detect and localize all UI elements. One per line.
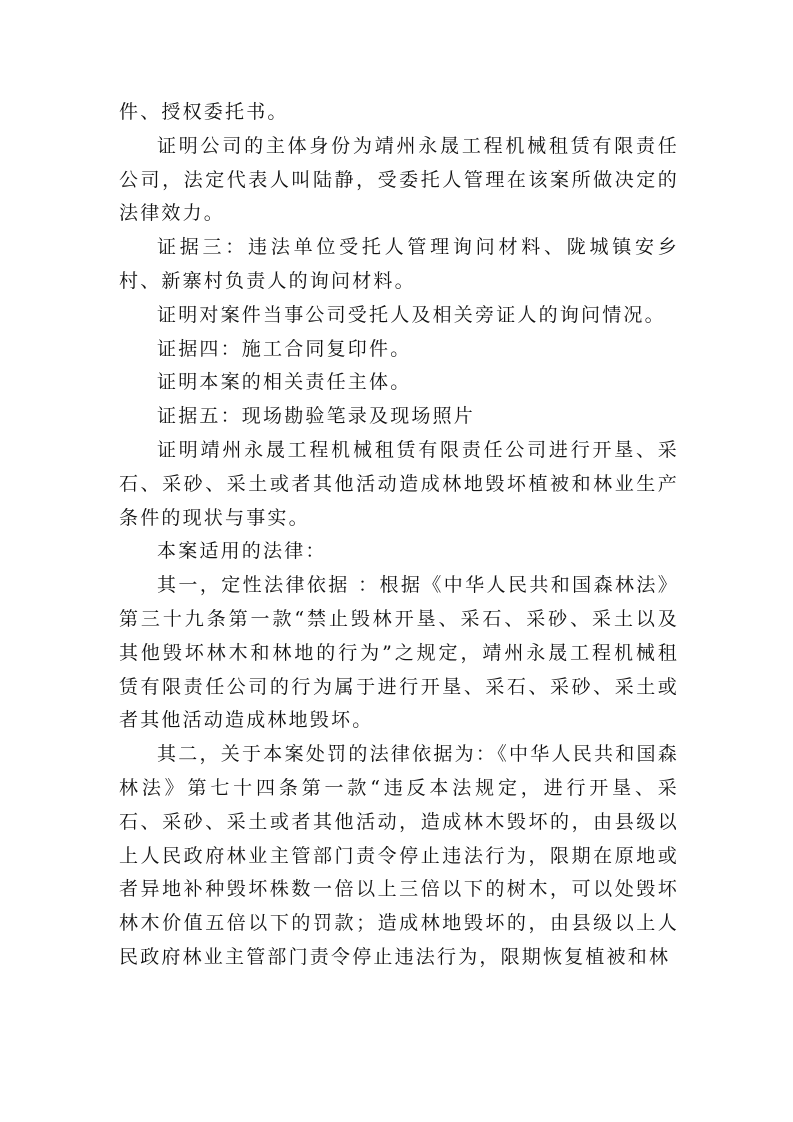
paragraph-9: 本案适用的法律： <box>157 540 327 563</box>
paragraph-8: 证明靖州永晟工程机械租赁有限责任公司进行开垦、采石、采砂、采土或者其他活动造成林地毁坏植被和林业生产条件的现状与事实。 <box>119 438 679 529</box>
paragraph-11: 其二，关于本案处罚的法律依据为：《中华人民共和国森林法》第七十四条第一款“违反本法规定，进行开垦、采石、采砂、采土或者其他活动，造成林木毁坏的，由县级以上人民政府林业主管部门责令停止违法行为，限期在原地或者异地补种毁坏株数一倍以上三倍以下的树木，可以处毁坏林木价值五倍以下的罚款；造成林地毁坏的，由县级以上人民政府林业主管部门责令停止违法行为，限期恢复植被和林 <box>119 743 679 968</box>
paragraph-10: 其一，定性法律依据 ：根据《中华人民共和国森林法》第三十九条第一款“禁止毁林开垦、采石、采砂、采土以及其他毁坏林木和林地的行为”之规定，靖州永晟工程机械租赁有限责任公司的行为属于进行开垦、采石、采砂、采土或者其他活动造成林地毁坏。 <box>119 574 679 732</box>
paragraph-6: 证明本案的相关责任主体。 <box>157 371 412 394</box>
document-body <box>119 96 679 975</box>
paragraph-5: 证据四：施工合同复印件。 <box>157 337 412 360</box>
paragraph-2: 证明公司的主体身份为靖州永晟工程机械租赁有限责任公司，法定代表人叫陆静，受委托人管理在该案所做决定的法律效力。 <box>119 134 679 225</box>
paragraph-7: 证据五：现场勘验笔录及现场照片 <box>157 405 476 428</box>
paragraph-4: 证明对案件当事公司受托人及相关旁证人的询问情况。 <box>157 303 666 326</box>
paragraph-3: 证据三：违法单位受托人管理询问材料、陇城镇安乡村、新寨村负责人的询问材料。 <box>119 236 679 292</box>
paragraph-1: 件、授权委托书。 <box>119 101 289 123</box>
